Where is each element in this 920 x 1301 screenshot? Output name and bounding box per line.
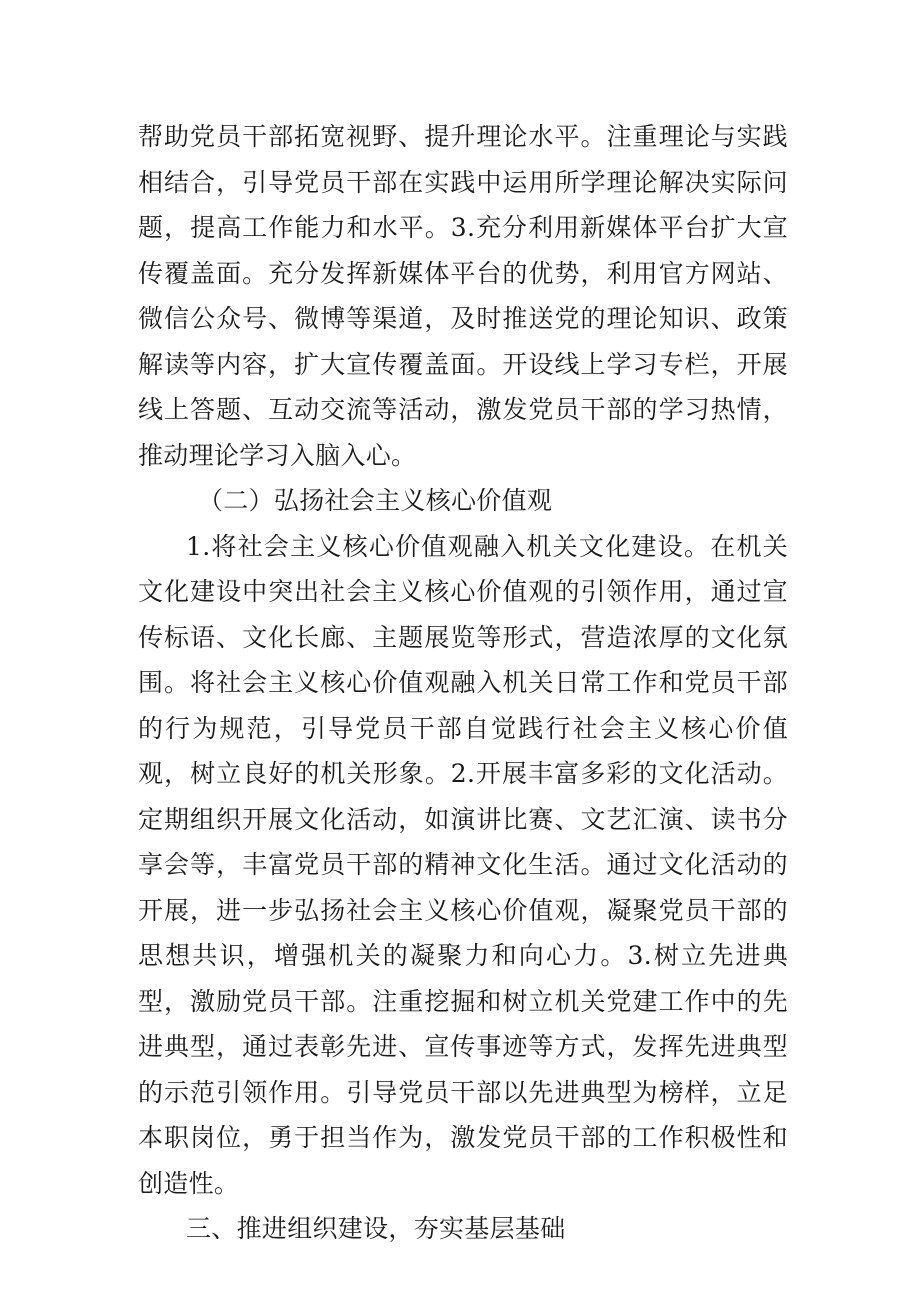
- paragraph-new-media-continuation: 帮助党员干部拓宽视野、提升理论水平。注重理论与实践相结合，引导党员干部在实践中运用所学理论解决实际问题，提高工作能力和水平。3.充分利用新媒体平台扩大宣传覆盖面。充分发挥新媒体平台的优势，利用官方网站、微信公众号、微博等渠道，及时推送党的理论知识、政策解读等内容，扩大宣传覆盖面。开设线上学习专栏，开展线上答题、互动交流等活动，激发党员干部的学习热情，推动理论学习入脑入心。: [138, 122, 788, 470]
- section-subheading-core-values: （二）弘扬社会主义核心价值观: [198, 486, 553, 515]
- section-heading-organization: 三、推进组织建设，夯实基层基础: [186, 1214, 566, 1243]
- paragraph-core-values-body: 1.将社会主义核心价值观融入机关文化建设。在机关文化建设中突出社会主义核心价值观的引领作用，通过宣传标语、文化长廊、主题展览等形式，营造浓厚的文化氛围。将社会主义核心价值观融入机关日常工作和党员干部的行为规范，引导党员干部自觉践行社会主义核心价值观，树立良好的机关形象。2.开展丰富多彩的文化活动。定期组织开展文化活动，如演讲比赛、文艺汇演、读书分享会等，丰富党员干部的精神文化生活。通过文化活动的开展，进一步弘扬社会主义核心价值观，凝聚党员干部的思想共识，增强机关的凝聚力和向心力。3.树立先进典型，激励党员干部。注重挖掘和树立机关党建工作中的先进典型，通过表彰先进、宣传事迹等方式，发挥先进典型的示范引领作用。引导党员干部以先进典型为榜样，立足本职岗位，勇于担当作为，激发党员干部的工作积极性和创造性。: [138, 531, 788, 1198]
- document-body: [138, 114, 788, 1252]
